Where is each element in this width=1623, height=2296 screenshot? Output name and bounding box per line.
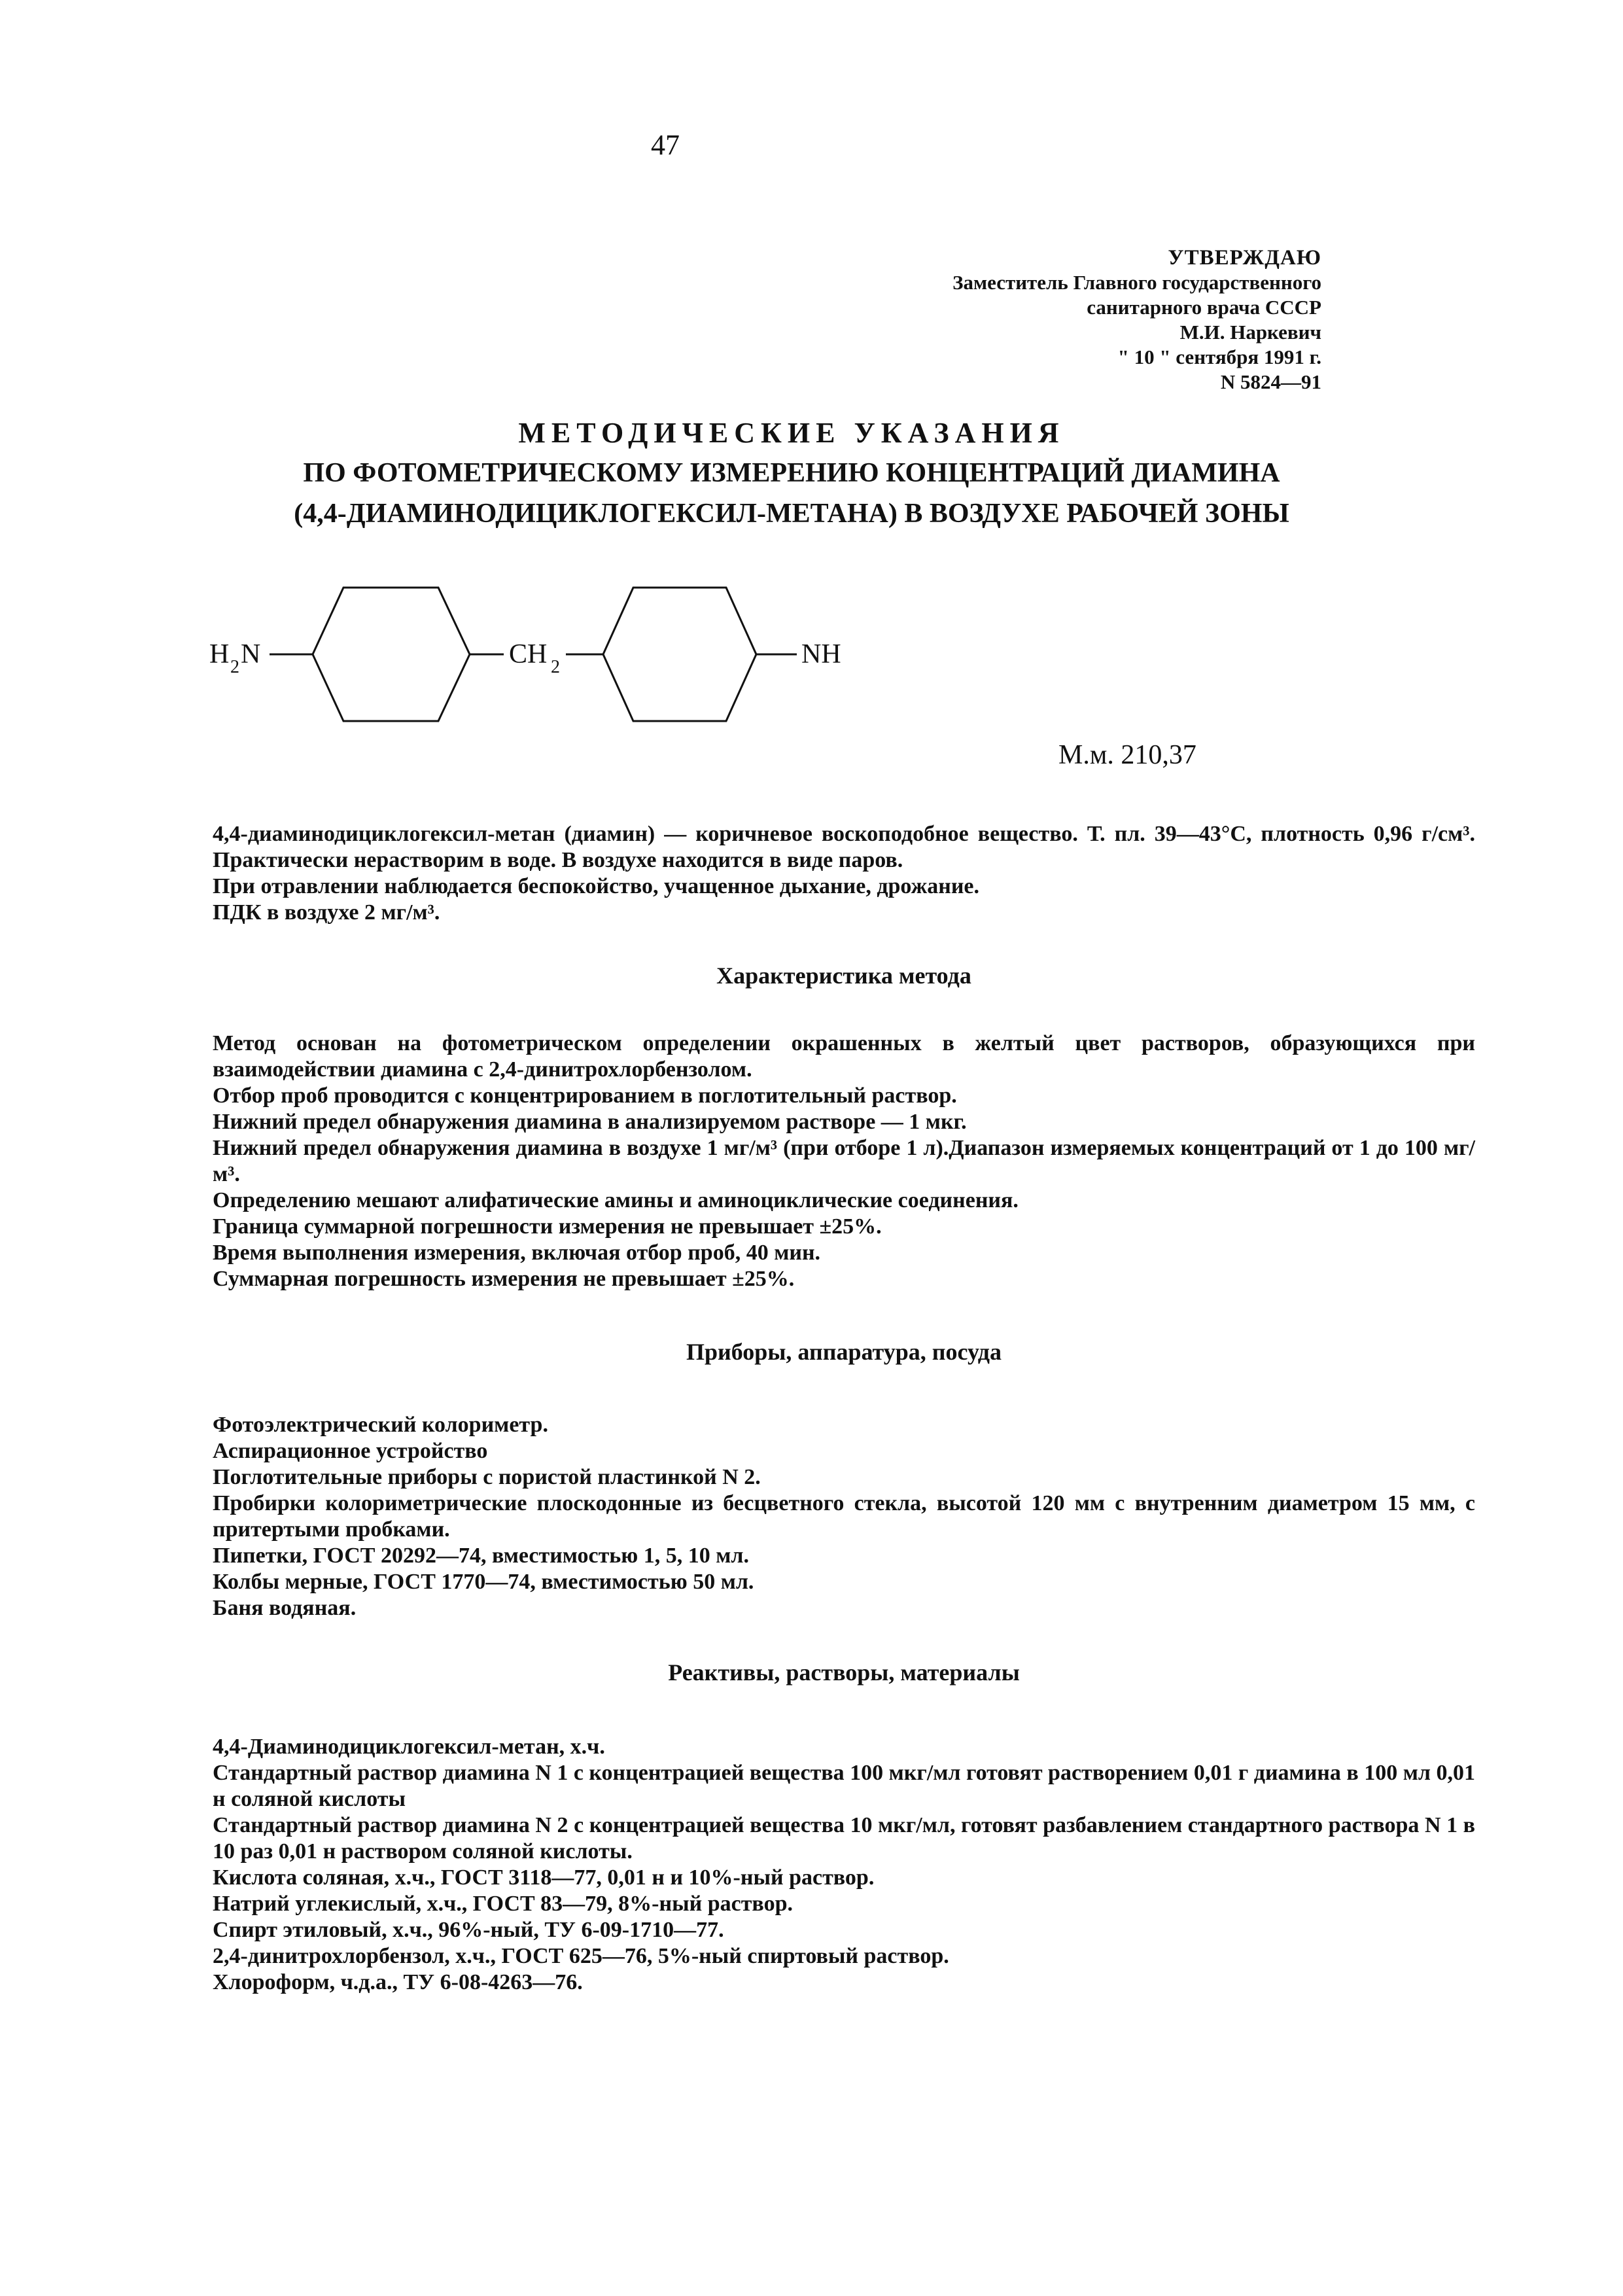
method-block <box>213 1031 1475 1292</box>
devices-item: Поглотительные приборы с пористой пластинкой N 2. <box>213 1465 761 1489</box>
reagents-item: Хлороформ, ч.д.а., ТУ 6-08-4263—76. <box>213 1970 583 1994</box>
devices-item: Пипетки, ГОСТ 20292—74, вместимостью 1, 5, 10 мл. <box>213 1544 750 1568</box>
method-paragraph-7: Время выполнения измерения, включая отбор проб, 40 мин. <box>213 1241 821 1265</box>
title-line-1: МЕТОДИЧЕСКИЕ УКАЗАНИЯ <box>518 417 1065 449</box>
heading-method: Характеристика метода <box>716 963 971 989</box>
devices-block <box>213 1412 1475 1621</box>
method-paragraph-2: Отбор проб проводится с концентрированием в поглотительный раствор. <box>213 1084 957 1108</box>
formula-left-h: H <box>209 639 230 669</box>
description-block <box>213 821 1475 926</box>
description-paragraph-2: При отравлении наблюдается беспокойство, учащенное дыхание, дрожание. <box>213 874 980 898</box>
approval-name: М.И. Наркевич <box>1179 321 1321 344</box>
method-paragraph-1: Метод основан на фотометрическом определении окрашенных в желтый цвет растворов, образующихся при взаимодействии диамина с 2,4-динитрохлорбензолом. <box>213 1031 1475 1082</box>
reagents-item: Кислота соляная, х.ч., ГОСТ 3118—77, 0,01 н и 10%-ный раствор. <box>213 1865 875 1890</box>
formula-bridge: CH <box>509 639 548 669</box>
method-paragraph-8: Суммарная погрешность измерения не превышает ±25%. <box>213 1267 795 1291</box>
method-paragraph-3: Нижний предел обнаружения диамина в анализируемом растворе — 1 мкг. <box>213 1110 967 1134</box>
title-line-2: ПО ФОТОМЕТРИЧЕСКОМУ ИЗМЕРЕНИЮ КОНЦЕНТРАЦИЙ ДИАМИНА <box>303 458 1280 488</box>
devices-item: Колбы мерные, ГОСТ 1770—74, вместимостью 50 мл. <box>213 1570 754 1594</box>
cyclohexane-ring-right <box>603 588 756 721</box>
devices-item: Фотоэлектрический колориметр. <box>213 1413 548 1437</box>
reagents-item: Спирт этиловый, х.ч., 96%-ный, ТУ 6-09-1710—77. <box>213 1918 724 1942</box>
page-number: 47 <box>651 129 680 161</box>
approval-position-line2: санитарного врача СССР <box>1087 296 1321 319</box>
approval-stamp <box>903 245 1321 395</box>
formula-left-n: N <box>241 639 261 669</box>
formula-bridge-sub: 2 <box>551 657 560 677</box>
formula-right-nh: NH <box>801 639 841 669</box>
devices-item: Аспирационное устройство <box>213 1439 488 1463</box>
reagents-block <box>213 1734 1475 1996</box>
method-paragraph-6: Граница суммарной погрешности измерения не превышает ±25%. <box>213 1214 882 1239</box>
approval-position-line1: Заместитель Главного государственного <box>952 271 1321 294</box>
document-title <box>164 414 1420 534</box>
reagents-item: 2,4-динитрохлорбензол, х.ч., ГОСТ 625—76, 5%-ный спиртовый раствор. <box>213 1944 949 1968</box>
cyclohexane-ring-left <box>313 588 470 721</box>
structural-formula <box>196 569 916 739</box>
method-paragraph-5: Определению мешают алифатические амины и аминоциклические соединения. <box>213 1188 1019 1212</box>
approval-title: УТВЕРЖДАЮ <box>1168 246 1321 270</box>
molecular-mass: М.м. 210,37 <box>1058 740 1196 770</box>
reagents-item: Натрий углекислый, х.ч., ГОСТ 83—79, 8%-ный раствор. <box>213 1892 793 1916</box>
approval-number: N 5824—91 <box>1220 370 1321 393</box>
reagents-item: Стандартный раствор диамина N 2 с концентрацией вещества 10 мкг/мл, готовят разбавлением стандартного раствора N 1 в 10 раз 0,01 н раствором соляной кислоты. <box>213 1813 1475 1863</box>
approval-date: " 10 " сентября 1991 г. <box>1117 345 1321 368</box>
reagents-item: Стандартный раствор диамина N 1 с концентрацией вещества 100 мкг/мл готовят растворением 0,01 г диамина в 100 мл 0,01 н соляной кислоты <box>213 1761 1475 1811</box>
heading-reagents: Реактивы, растворы, материалы <box>668 1659 1020 1686</box>
heading-devices: Приборы, аппаратура, посуда <box>686 1339 1002 1365</box>
title-line-3: (4,4-ДИАМИНОДИЦИКЛОГЕКСИЛ-МЕТАНА) В ВОЗДУХЕ РАБОЧЕЙ ЗОНЫ <box>294 499 1289 529</box>
method-paragraph-4: Нижний предел обнаружения диамина в воздухе 1 мг/м³ (при отборе 1 л).Диапазон измеряемых концентраций от 1 до 100 мг/м³. <box>213 1136 1475 1186</box>
devices-item: Пробирки колориметрические плоскодонные из бесцветного стекла, высотой 120 мм с внутренним диаметром 15 мм, с притертыми пробками. <box>213 1491 1475 1542</box>
reagents-item: 4,4-Диаминодициклогексил-метан, х.ч. <box>213 1735 605 1759</box>
devices-item: Баня водяная. <box>213 1596 357 1620</box>
description-paragraph-3: ПДК в воздухе 2 мг/м³. <box>213 900 440 925</box>
structural-formula-drawing <box>196 569 916 739</box>
description-paragraph-1: 4,4-диаминодициклогексил-метан (диамин) — коричневое воскоподобное вещество. Т. пл. 39—43°С, плотность 0,96 г/см³. Практически нерастворим в воде. В воздухе находится в виде паров. <box>213 822 1475 872</box>
formula-left-sub: 2 <box>230 657 239 677</box>
